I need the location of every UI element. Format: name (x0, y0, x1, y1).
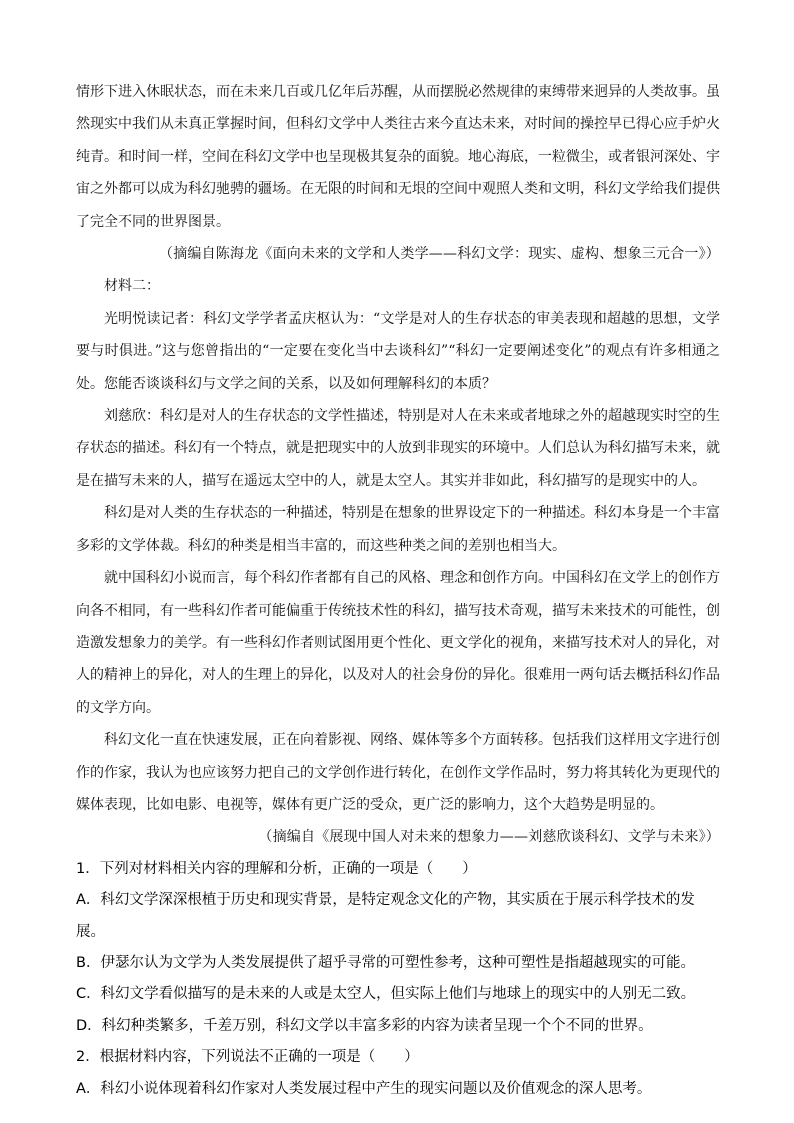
question-2-option-a: A．科幻小说体现着科幻作家对人类发展过程中产生的现实问题以及价值观念的深人思考。 (76, 1080, 652, 1097)
material2-source: （摘编自《展现中国人对未来的想象力——刘慈欣谈科幻、文学与未来》） (258, 829, 720, 846)
document-page (76, 76, 720, 1105)
material2-label: 材料二： (104, 278, 160, 295)
question-1-option-b: B．伊瑟尔认为文学为人类发展提供了超乎寻常的可塑性参考，这种可塑性是指超越现实的可能。 (76, 954, 695, 971)
question-1-option-d: D．科幻种类繁多，千差万别，科幻文学以丰富多彩的内容为读者呈现一个个不同的世界。 (76, 1017, 653, 1034)
question-1-option-c: C．科幻文学看似描写的是未来的人或是太空人，但实际上他们与地球上的现实中的人别无二致。 (76, 986, 696, 1003)
material2-paragraph-5: 科幻文化一直在快速发展，正在向着影视、网络、媒体等多个方面转移。包括我们这样用文字进行创作的作家，我认为也应该努力把自己的文学创作进行转化，在创作文学作品时，努力将其转化为更现代的媒体表现，比如电影、电视等，媒体有更广泛的受众，更广泛的影响力，这个大趋势是明显的。 (76, 732, 720, 813)
material2-paragraph-3: 科幻是对人类的生存状态的一种描述，特别是在想象的世界设定下的一种描述。科幻本身是一个丰富多彩的文学体裁。科幻的种类是相当丰富的，而这些种类之间的差别也相当大。 (76, 505, 720, 554)
material1-source: （摘编自陈海龙《面向未来的文学和人类学——科幻文学：现实、虚构、想象三元合一》） (159, 246, 720, 263)
question-2-stem: 2．根据材料内容，下列说法不正确的一项是（ ） (76, 1049, 419, 1066)
question-1-stem: 1．下列对材料相关内容的理解和分析，正确的一项是（ ） (76, 860, 477, 877)
material2-paragraph-4: 就中国科幻小说而言，每个科幻作者都有自己的风格、理念和创作方向。中国科幻在文学上的创作方向各不相同，有一些科幻作者可能偏重于传统技术性的科幻，描写技术奇观，描写未来技术的可能性，创造激发想象力的美学。有一些科幻作者则试图用更个性化、更文学化的视角，来描写技术对人的异化，对人的精神上的异化，对人的生理上的异化，以及对人的社会身份的异化。很难用一两句话去概括科幻作品的文学方向。 (76, 570, 720, 716)
material1-paragraph-end: 情形下进入休眠状态，而在未来几百或几亿年后苏醒，从而摆脱必然规律的束缚带来迥异的人类故事。虽然现实中我们从未真正掌握时间，但科幻文学中人类往古来今直达未来，对时间的操控早已得心应手炉火纯青。和时间一样，空间在科幻文学中也呈现极其复杂的面貌。地心海底，一粒微尘，或者银河深处、宇宙之外都可以成为科幻驰骋的疆场。在无限的时间和无垠的空间中观照人类和文明，科幻文学给我们提供了完全不同的世界图景。 (76, 84, 720, 230)
material2-paragraph-2: 刘慈欣：科幻是对人的生存状态的文学性描述，特别是对人在未来或者地球之外的超越现实时空的生存状态的描述。科幻有一个特点，就是把现实中的人放到非现实的环境中。人们总认为科幻描写未来，就是在描写未来的人，描写在遥远太空中的人，就是太空人。其实并非如此，科幻描写的是现实中的人。 (76, 408, 720, 489)
material2-paragraph-1: 光明悦读记者：科幻文学学者孟庆枢认为：“文学是对人的生存状态的审美表现和超越的思想，文学要与时俱进。”这与您曾指出的“一定要在变化当中去谈科幻”“科幻一定要阐述变化”的观点有许多相通之处。您能否谈谈科幻与文学之间的关系，以及如何理解科幻的本质？ (76, 310, 720, 392)
question-1-option-a: A．科幻文学深深根植于历史和现实背景，是特定观念文化的产物，其实质在于展示科学技术的发展。 (76, 892, 695, 940)
